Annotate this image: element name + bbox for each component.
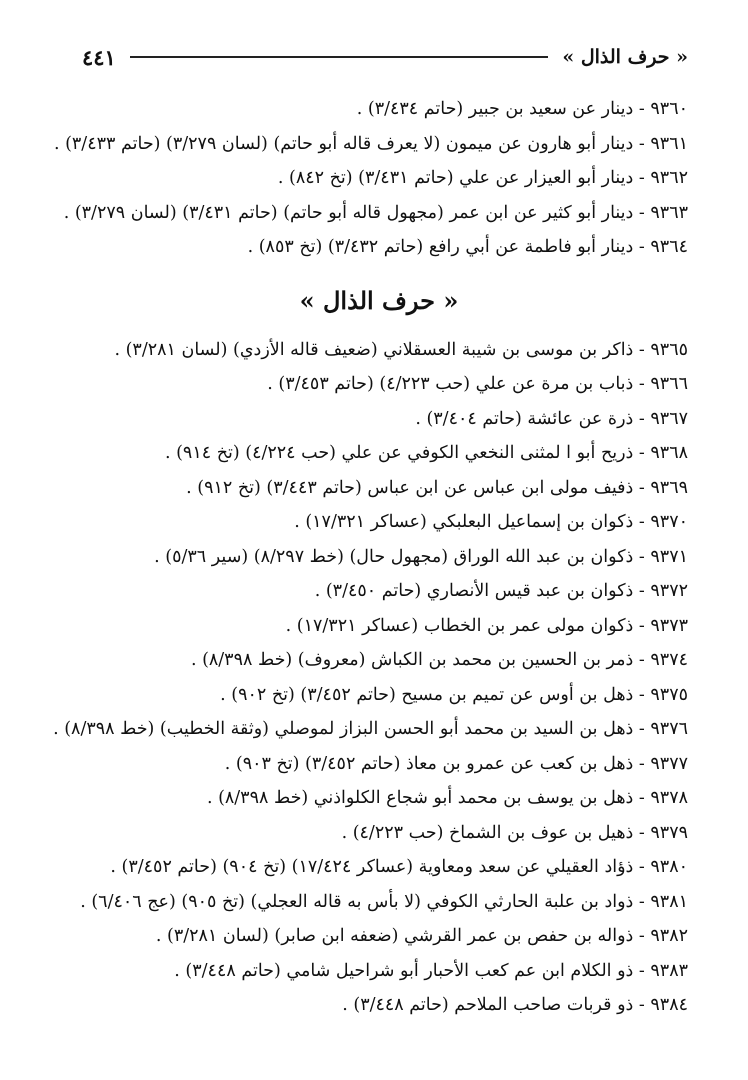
entries-list xyxy=(53,92,688,1023)
entry-9384: ٩٣٨٤ - ذو قربات صاحب الملاحم (حاتم ٣/٤٤٨) . xyxy=(342,995,688,1015)
section-title: « حرف الذال » xyxy=(299,285,459,315)
entry-9360: ٩٣٦٠ - دينار عن سعيد بن جبير (حاتم ٣/٤٣٤) . xyxy=(356,99,688,119)
entry-9372: ٩٣٧٢ - ذكوان بن عبد قيس الأنصاري (حاتم ٣/٤٥٠) . xyxy=(314,581,688,601)
page-number: ٤٤١ xyxy=(82,44,116,70)
entry-9378: ٩٣٧٨ - ذهل بن يوسف بن محمد أبو شجاع الكلواذني (خط ٨/٣٩٨) . xyxy=(206,788,688,808)
entry-9374: ٩٣٧٤ - ذمر بن الحسين بن محمد بن الكباش (معروف) (خط ٨/٣٩٨) . xyxy=(190,650,688,670)
entry-9363: ٩٣٦٣ - دينار أبو كثير عن ابن عمر (مجهول قاله أبو حاتم) (حاتم ٣/٤٣١) (لسان ٣/٢٧٩) . xyxy=(63,202,688,223)
entry-9369: ٩٣٦٩ - ذفيف مولى ابن عباس عن ابن عباس (حاتم ٣/٤٤٣) (تخ ٩١٢) . xyxy=(186,477,688,498)
entry-9379: ٩٣٧٩ - ذهيل بن عوف بن الشماخ (حب ٤/٢٢٣) . xyxy=(341,822,688,843)
entry-9380: ٩٣٨٠ - ذؤاد العقيلي عن سعد ومعاوية (عساكر ١٧/٤٢٤) (تخ ٩٠٤) (حاتم ٣/٤٥٢) . xyxy=(110,857,688,877)
entry-9376: ٩٣٧٦ - ذهل بن السيد بن محمد أبو الحسن البزاز لموصلي (وثقة الخطيب) (خط ٨/٣٩٨) . xyxy=(53,719,688,739)
entry-9364: ٩٣٦٤ - دينار أبو فاطمة عن أبي رافع (حاتم ٣/٤٣٢) (تخ ٨٥٣) . xyxy=(247,237,688,257)
entry-9377: ٩٣٧٧ - ذهل بن كعب عن عمرو بن معاذ (حاتم ٣/٤٥٢) (تخ ٩٠٣) . xyxy=(224,753,688,774)
page-header xyxy=(82,40,688,74)
entry-9381: ٩٣٨١ - ذواد بن علبة الحارثي الكوفي (لا بأس به قاله العجلي) (تخ ٩٠٥) (عج ٦/٤٠٦) . xyxy=(80,891,688,912)
entry-9370: ٩٣٧٠ - ذكوان بن إسماعيل البعلبكي (عساكر ١٧/٣٢١) . xyxy=(294,512,688,532)
entry-9361: ٩٣٦١ - دينار أبو هارون عن ميمون (لا يعرف قاله أبو حاتم) (لسان ٣/٢٧٩) (حاتم ٣/٤٣٣) . xyxy=(53,133,688,154)
entry-9365: ٩٣٦٥ - ذاكر بن موسى بن شيبة العسقلاني (ضعيف قاله الأزدي) (لسان ٣/٢٨١) . xyxy=(114,339,688,360)
running-title: « حرف الذال » xyxy=(562,46,688,68)
entry-9371: ٩٣٧١ - ذكوان بن عبد الله الوراق (مجهول حال) (خط ٨/٢٩٧) (سير ٥/٣٦) . xyxy=(154,546,688,567)
entry-9373: ٩٣٧٣ - ذكوان مولى عمر بن الخطاب (عساكر ١٧/٣٢١) . xyxy=(285,615,688,636)
entry-9375: ٩٣٧٥ - ذهل بن أوس عن تميم بن مسيح (حاتم ٣/٤٥٢) (تخ ٩٠٢) . xyxy=(220,684,688,705)
entry-9362: ٩٣٦٢ - دينار أبو العيزار عن علي (حاتم ٣/٤٣١) (تخ ٨٤٢) . xyxy=(277,168,688,188)
entry-9367: ٩٣٦٧ - ذرة عن عائشة (حاتم ٣/٤٠٤) . xyxy=(415,408,688,429)
entry-9383: ٩٣٨٣ - ذو الكلام ابن عم كعب الأحبار أبو شراحيل شامي (حاتم ٣/٤٤٨) . xyxy=(174,960,688,981)
entry-9366: ٩٣٦٦ - ذباب بن مرة عن علي (حب ٤/٢٢٣) (حاتم ٣/٤٥٣) . xyxy=(267,374,688,394)
entry-9368: ٩٣٦٨ - ذريح أبو ا لمثنى النخعي الكوفي عن علي (حب ٤/٢٢٤) (تخ ٩١٤) . xyxy=(164,443,688,463)
entry-9382: ٩٣٨٢ - ذواله بن حفص بن عمر القرشي (ضعفه ابن صابر) (لسان ٣/٢٨١) . xyxy=(155,926,688,946)
header-rule xyxy=(130,56,549,58)
